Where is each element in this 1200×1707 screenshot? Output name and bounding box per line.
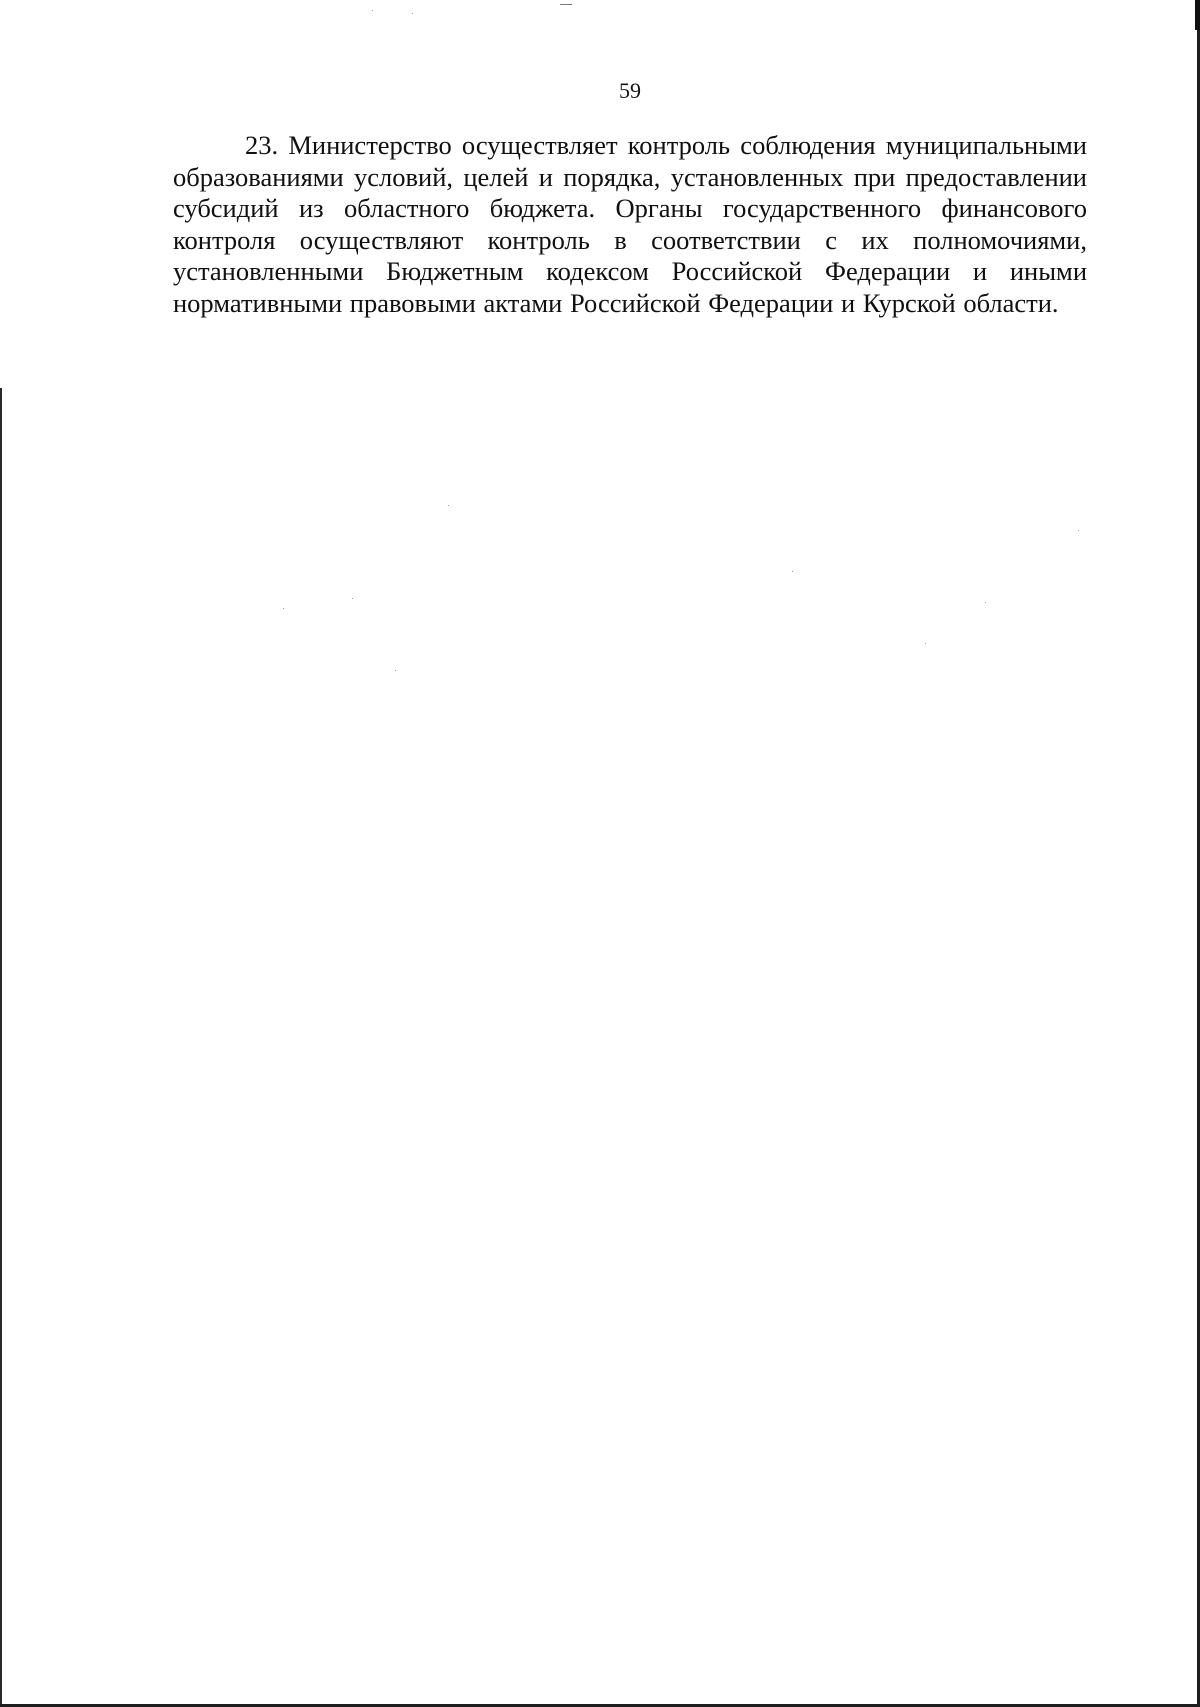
scan-speck: [395, 670, 396, 671]
page-number: 59: [619, 78, 641, 103]
scan-speck: [985, 602, 986, 603]
scan-edge-corner: [1195, 0, 1200, 30]
scan-speck: [412, 13, 413, 14]
scan-speck: [1078, 530, 1079, 531]
scan-speck: [448, 505, 449, 506]
paragraph-23: 23. Министерство осуществляет контроль соблюдения муниципальными образованиями условий, целей и порядка, установленных при предоставлении субсидий из областного бюджета. Органы государственного финансового контроля осуществляют контроль в соответствии с их полномочиями, установленными Бюджетным кодексом Российской Федерации и иными нормативными правовыми актами Российской Федерации и Курской области.: [173, 130, 1087, 318]
scan-speck: [372, 10, 373, 11]
scan-speck: [283, 608, 284, 609]
scan-mark: [560, 4, 572, 5]
scan-speck: [792, 571, 793, 572]
scan-speck: [352, 598, 353, 599]
scan-speck: [925, 643, 926, 644]
scan-edge-left: [0, 388, 2, 1707]
